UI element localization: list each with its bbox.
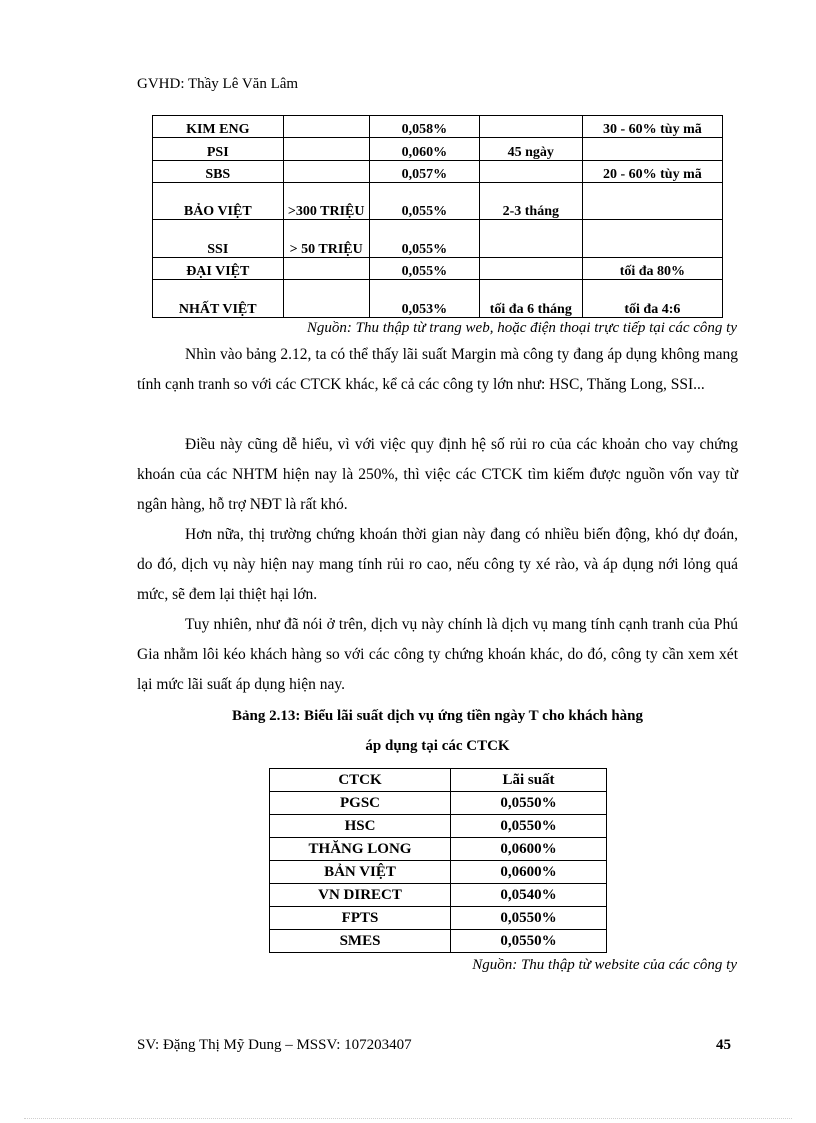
table-source-note-2: Nguồn: Thu thập từ website của các công ty (472, 957, 737, 973)
table-cell (479, 116, 582, 138)
table-row (153, 138, 723, 161)
page-number: 45 (716, 1037, 731, 1053)
table-source-note: Nguồn: Thu thập từ trang web, hoặc điện thoại trực tiếp tại các công ty (306, 320, 737, 336)
margin-rate-table (152, 115, 723, 318)
table-row (270, 815, 607, 838)
advance-rate-table (269, 768, 607, 953)
table-cell: 0,060% (369, 138, 479, 161)
table-cell: > 50 TRIỆU (283, 220, 369, 258)
table-cell: BẢO VIỆT (153, 183, 284, 220)
table-cell: KIM ENG (153, 116, 284, 138)
page-bottom-divider (24, 1118, 792, 1119)
table-cell (283, 258, 369, 280)
body-paragraph: Nhìn vào bảng 2.12, ta có thể thấy lãi suất Margin mà công ty đang áp dụng không mang tính cạnh tranh so với các CTCK khác, kể cả các công ty lớn như: HSC, Thăng Long, SSI... (137, 346, 738, 393)
table-cell: BẢN VIỆT (270, 861, 451, 884)
table-caption: Bảng 2.13: Biểu lãi suất dịch vụ ứng tiền ngày T cho khách hàng (231, 708, 644, 724)
table-row (270, 838, 607, 861)
table-cell: 0,0550% (451, 907, 607, 930)
table-cell: 0,0550% (451, 815, 607, 838)
table-cell: 0,053% (369, 280, 479, 318)
table-cell: NHẤT VIỆT (153, 280, 284, 318)
table-row (153, 183, 723, 220)
table-cell: 0,055% (369, 258, 479, 280)
table-cell (283, 116, 369, 138)
table-cell: 0,0550% (451, 930, 607, 953)
table-cell (479, 258, 582, 280)
body-paragraph: Tuy nhiên, như đã nói ở trên, dịch vụ này chính là dịch vụ mang tính cạnh tranh của Phú Gia nhằm lôi kéo khách hàng so với các công ty chứng khoán khác, do đó, công ty cần xem xét lại mức lãi suất áp dụng hiện nay. (137, 616, 738, 693)
body-paragraph: Hơn nữa, thị trường chứng khoán thời gian này đang có nhiều biến động, khó dự đoán, do đó, dịch vụ này hiện nay mang tính rủi ro cao, nếu công ty xé rào, và áp dụng nới lỏng quá mức, sẽ đem lại thiệt hại lớn. (137, 526, 738, 603)
table-cell: PSI (153, 138, 284, 161)
table-row (270, 884, 607, 907)
table-cell: PGSC (270, 792, 451, 815)
column-header: CTCK (270, 769, 451, 792)
table-cell: 0,0600% (451, 838, 607, 861)
page-footer: SV: Đặng Thị Mỹ Dung – MSSV: 107203407 (137, 1037, 412, 1053)
table-cell: 0,055% (369, 183, 479, 220)
table-cell: THĂNG LONG (270, 838, 451, 861)
table-cell: VN DIRECT (270, 884, 451, 907)
table-cell: tối đa 80% (582, 258, 722, 280)
table-cell (479, 161, 582, 183)
table-row (153, 280, 723, 318)
table-cell: 20 - 60% tùy mã (582, 161, 722, 183)
column-header: Lãi suất (451, 769, 607, 792)
body-paragraph: Điều này cũng dễ hiểu, vì với việc quy định hệ số rủi ro của các khoản cho vay chứng khoán của các NHTM hiện nay là 250%, thì việc các CTCK tìm kiếm được nguồn vốn vay từ ngân hàng, hỗ trợ NĐT là rất khó. (137, 436, 738, 513)
table-cell (479, 220, 582, 258)
table-cell: 0,0550% (451, 792, 607, 815)
table-row (153, 220, 723, 258)
table-row (153, 258, 723, 280)
table-cell: 0,055% (369, 220, 479, 258)
table-cell: tối đa 4:6 (582, 280, 722, 318)
table-cell (283, 280, 369, 318)
table-cell: 0,0600% (451, 861, 607, 884)
table-cell: 0,057% (369, 161, 479, 183)
table-cell: 2-3 tháng (479, 183, 582, 220)
table-cell: SMES (270, 930, 451, 953)
table-cell (582, 220, 722, 258)
table-cell (582, 183, 722, 220)
table-cell: ĐẠI VIỆT (153, 258, 284, 280)
table-cell: SBS (153, 161, 284, 183)
table-row (270, 861, 607, 884)
table-cell (582, 138, 722, 161)
page-header: GVHD: Thầy Lê Văn Lâm (137, 76, 299, 92)
table-cell: 0,0540% (451, 884, 607, 907)
table-cell: tối đa 6 tháng (479, 280, 582, 318)
table-cell: 30 - 60% tùy mã (582, 116, 722, 138)
table-cell (283, 138, 369, 161)
table-row (153, 161, 723, 183)
table-row (270, 907, 607, 930)
table-cell: HSC (270, 815, 451, 838)
table-row (153, 116, 723, 138)
table-cell: FPTS (270, 907, 451, 930)
table-cell (283, 161, 369, 183)
table-caption-line2: áp dụng tại các CTCK (365, 738, 510, 754)
table-row (270, 930, 607, 953)
table-cell: SSI (153, 220, 284, 258)
table-cell: >300 TRIỆU (283, 183, 369, 220)
table-row (270, 792, 607, 815)
table-cell: 0,058% (369, 116, 479, 138)
table-header-row (270, 769, 607, 792)
table-cell: 45 ngày (479, 138, 582, 161)
